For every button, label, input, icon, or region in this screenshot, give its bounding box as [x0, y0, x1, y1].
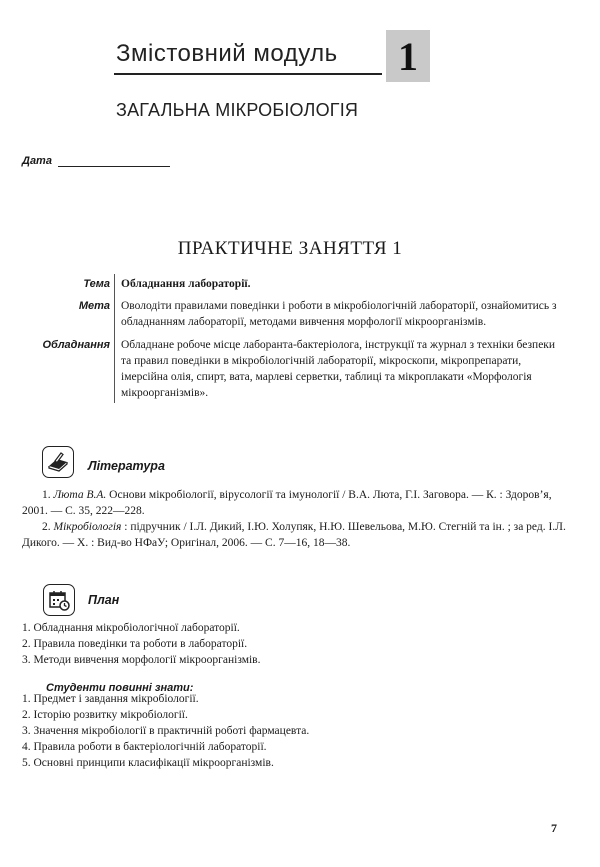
literature-item [22, 487, 567, 519]
plan-item: 3. Методи вивчення морфології мікроорганізмів. [22, 654, 261, 666]
plan-item: 2. Правила поведінки та роботи в лабораторії. [22, 638, 248, 650]
literature-heading: Література [88, 459, 165, 473]
plan-item: 1. Обладнання мікробіологічної лабораторії. [22, 622, 240, 634]
plan-list [22, 620, 260, 668]
info-label-equipment: Обладнання [30, 335, 115, 403]
lesson-title: ПРАКТИЧНЕ ЗАНЯТТЯ 1 [177, 238, 403, 259]
info-text-equipment: Обладнане робоче місце лаборанта-бактеріолога, інструкції та журнал з техніки безпеки та правил поведінки в мікробіологічній лабораторії, мікроскопи, мікропрепарати, імерсійна олія, спирт, вата, марлеві серветки, таблиці та мікроплакати «Морфологія мікроорганізмів». [121, 339, 556, 399]
literature-item-author: Мікробіологія [53, 521, 122, 533]
info-row-topic [30, 274, 565, 296]
info-label-goal: Мета [30, 296, 115, 335]
literature-list [22, 487, 567, 551]
literature-item-text: : підручник / І.Л. Дикий, І.Ю. Холупяк, Н.Ю. Шевельова, М.Ю. Стегній та ін. ; за ред. І.Л. Дикого. — Х. : Вид-во НФаУ; Оригінал, 2006. — С. 7—16, 18—38. [22, 521, 566, 549]
page-number: 7 [551, 821, 557, 835]
know-item: 5. Основні принципи класифікації мікроорганізмів. [22, 757, 274, 769]
info-text-topic: Обладнання лабораторії. [121, 278, 251, 290]
info-label-topic: Тема [30, 274, 115, 296]
know-item: 1. Предмет і завдання мікробіології. [22, 693, 199, 705]
module-number: 1 [398, 33, 418, 79]
info-row-equipment [30, 335, 565, 403]
module-number-box [386, 30, 430, 82]
lesson-info-table [30, 274, 565, 403]
literature-item-number: 2. [42, 521, 51, 533]
info-row-goal [30, 296, 565, 335]
plan-heading: План [88, 593, 120, 607]
module-title: Змістовний модуль [116, 40, 338, 67]
module-title-rule [114, 73, 382, 75]
section-title: ЗАГАЛЬНА МІКРОБІОЛОГІЯ [116, 100, 359, 120]
literature-item-text: Основи мікробіології, вірусології та імунології / В.А. Люта, Г.І. Заговора. — К. : Здоров’я, 2001. — С. 35, 222—228. [22, 489, 552, 517]
literature-item [22, 519, 567, 551]
know-item: 4. Правила роботи в бактеріологічній лабораторії. [22, 741, 267, 753]
book-pen-icon [42, 446, 74, 478]
students-must-know-list [22, 691, 309, 771]
info-text-goal: Оволодіти правилами поведінки і роботи в мікробіологічній лабораторії, ознайомитись з обладнанням лабораторії, методами вивчення морфології мікроорганізмів. [121, 300, 557, 328]
literature-item-number: 1. [42, 489, 51, 501]
know-item: 2. Історію розвитку мікробіології. [22, 709, 188, 721]
date-line[interactable] [58, 166, 170, 167]
students-must-know-title: Студенти повинні знати: [46, 682, 194, 694]
literature-item-author: Люта В.А. [53, 489, 107, 501]
know-item: 3. Значення мікробіології в практичній роботі фармацевта. [22, 725, 310, 737]
calendar-clock-icon [43, 584, 75, 616]
date-label: Дата [22, 155, 52, 167]
